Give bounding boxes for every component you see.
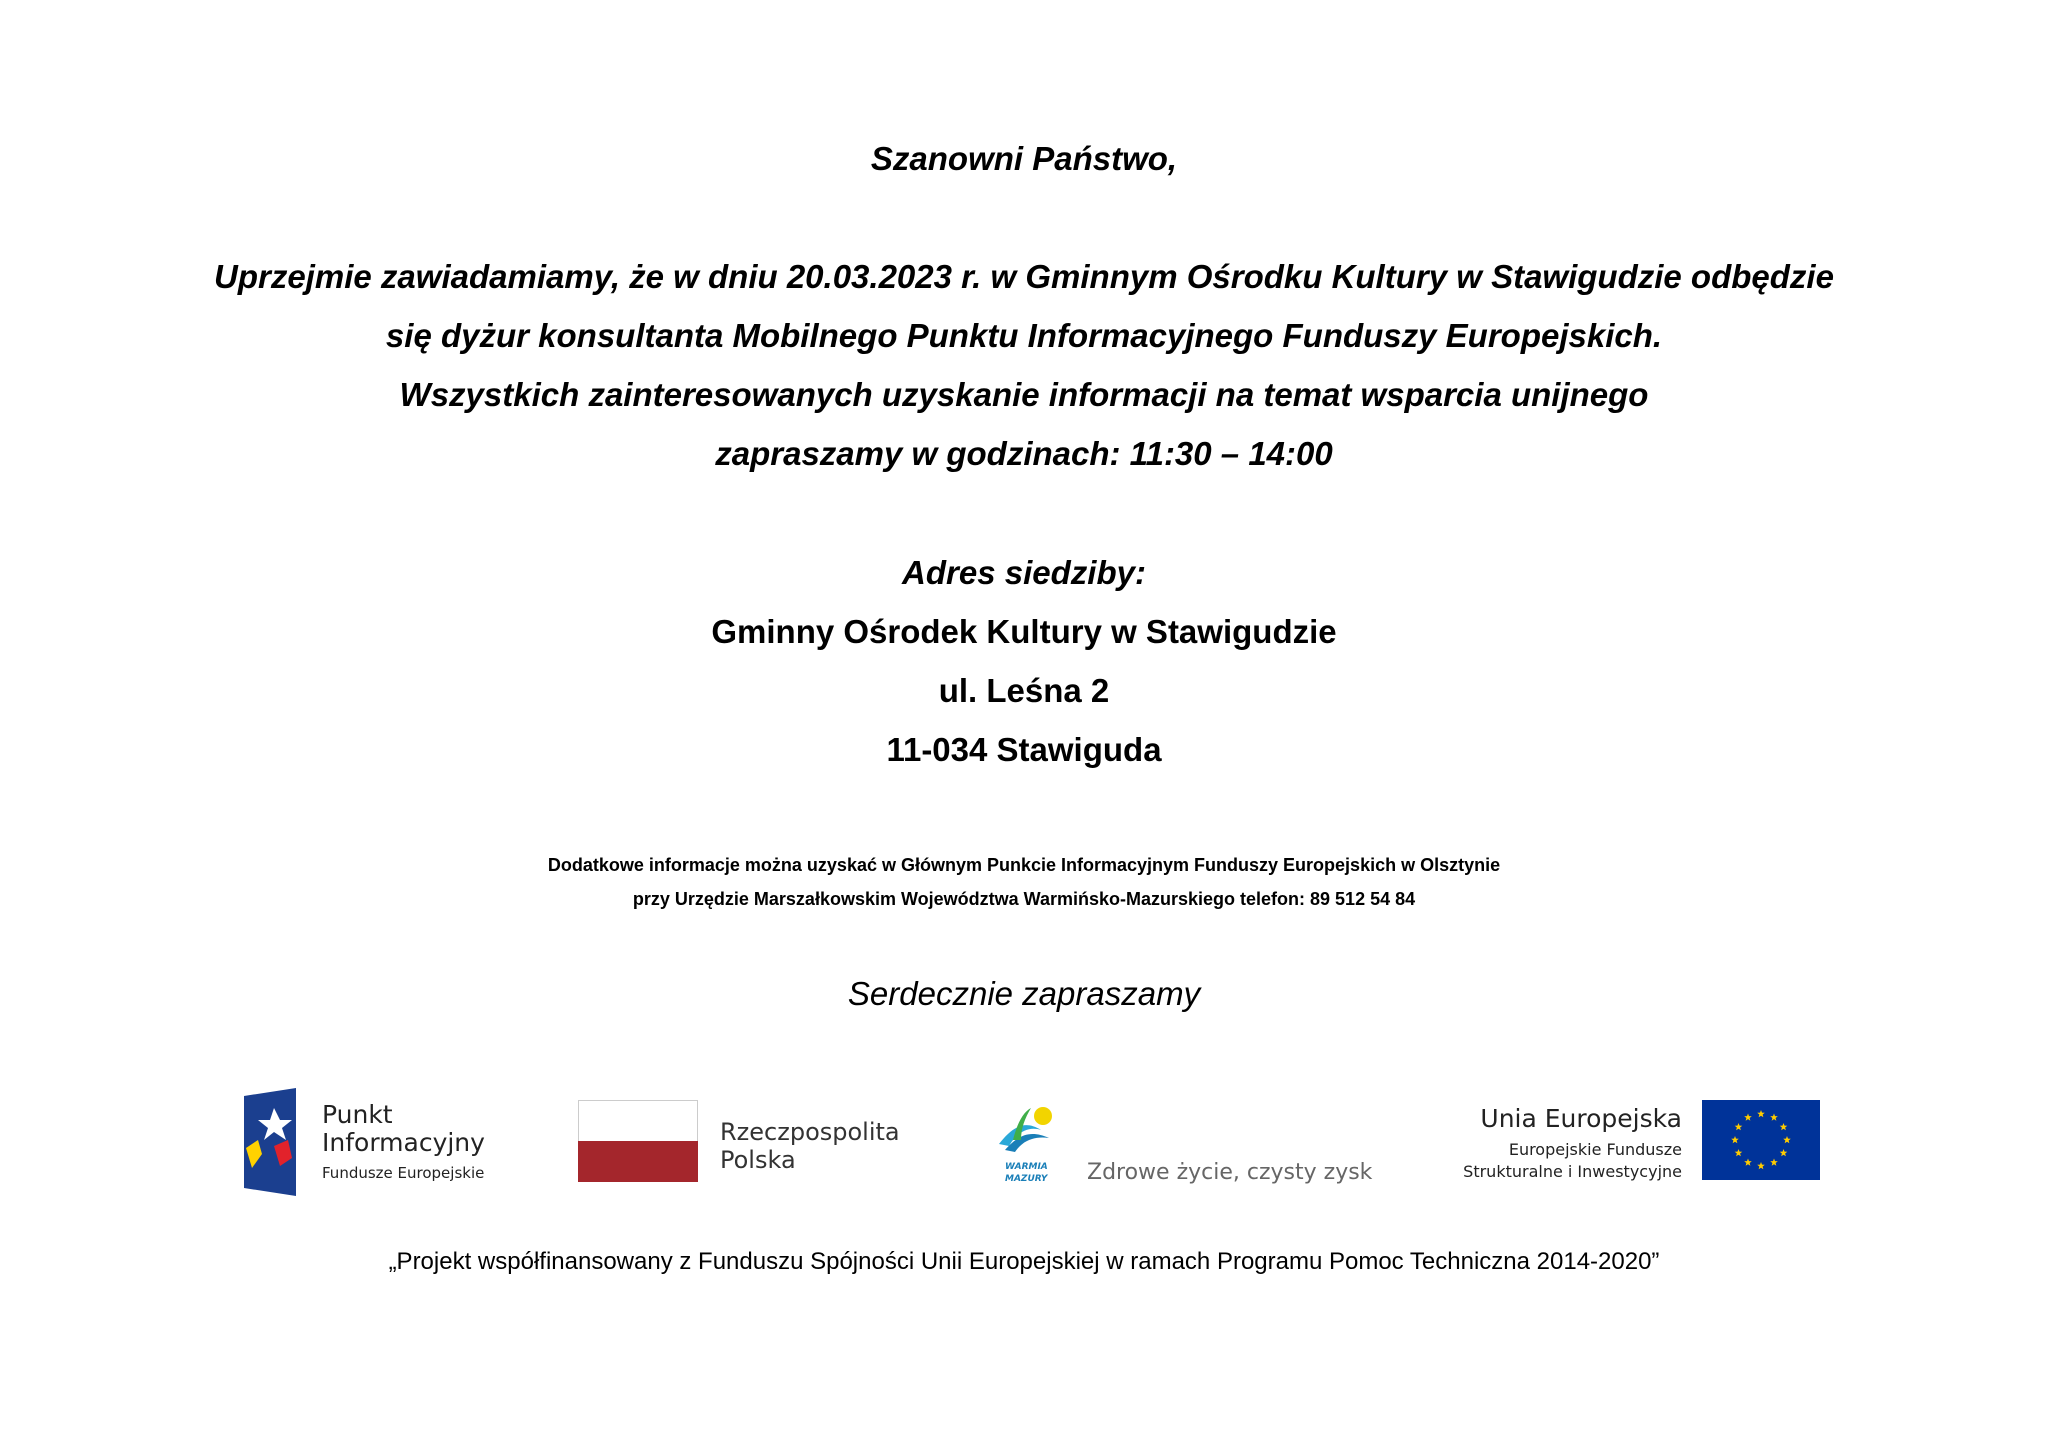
polska-line-2: Polska (720, 1146, 796, 1174)
punkt-line-1: Punkt (322, 1100, 393, 1129)
announcement-line-2: się dyżur konsultanta Mobilnego Punktu Informacyjnego Funduszy Europejskich. (385, 317, 1663, 354)
logos-bar (0, 1080, 2048, 1200)
logo-punkt-informacyjny (244, 1080, 514, 1200)
footer-text: „Projekt współfinansowany z Funduszu Spójności Unii Europejskiej w ramach Programu Pomoc Techniczna 2014-2020” (388, 1248, 1660, 1275)
punkt-line-3: Fundusze Europejskie (322, 1164, 485, 1182)
address-name: Gminny Ośrodek Kultury w Stawigudzie (711, 613, 1337, 650)
logo-warmia-mazury (995, 1080, 1375, 1200)
address-city: 11-034 Stawiguda (886, 731, 1162, 768)
closing-text: Serdecznie zapraszamy (847, 975, 1201, 1012)
punkt-line-2: Informacyjny (322, 1128, 485, 1157)
eu-flag-icon (1702, 1100, 1820, 1180)
announcement-line-3: Wszystkich zainteresowanych uzyskanie informacji na temat wsparcia unijnego (399, 376, 1649, 413)
warmia-brand-1: WARMIA (1005, 1162, 1048, 1172)
fundusze-europejskie-icon (244, 1088, 300, 1196)
warmia-brand-2: MAZURY (1005, 1174, 1048, 1184)
ue-line-3: Strukturalne i Inwestycyjne (1463, 1162, 1682, 1181)
polish-flag-icon (578, 1100, 698, 1182)
address-heading: Adres siedziby: (902, 554, 1146, 591)
logo-rzeczpospolita-polska (578, 1080, 918, 1200)
polska-line-1: Rzeczpospolita (720, 1118, 900, 1146)
greeting: Szanowni Państwo, (870, 140, 1178, 177)
warmia-slogan: Zdrowe życie, czysty zysk (1087, 1160, 1373, 1185)
announcement-line-4: zapraszamy w godzinach: 11:30 – 14:00 (715, 435, 1333, 472)
additional-info-line-2: przy Urzędzie Marszałkowskim Województwa Warmińsko-Mazurskiego telefon: 89 512 54 84 (632, 889, 1416, 909)
address-street: ul. Leśna 2 (938, 672, 1110, 709)
ue-line-2: Europejskie Fundusze (1508, 1140, 1682, 1159)
announcement-line-1: Uprzejmie zawiadamiamy, że w dniu 20.03.2023 r. w Gminnym Ośrodku Kultury w Stawigudzie odbędzie (214, 258, 1834, 295)
logo-unia-europejska (1440, 1080, 1820, 1200)
additional-info-line-1: Dodatkowe informacje można uzyskać w Głównym Punkcie Informacyjnym Funduszy Europejskich w Olsztynie (547, 855, 1501, 875)
ue-line-1: Unia Europejska (1480, 1104, 1682, 1133)
warmia-mazury-icon (995, 1100, 1071, 1160)
